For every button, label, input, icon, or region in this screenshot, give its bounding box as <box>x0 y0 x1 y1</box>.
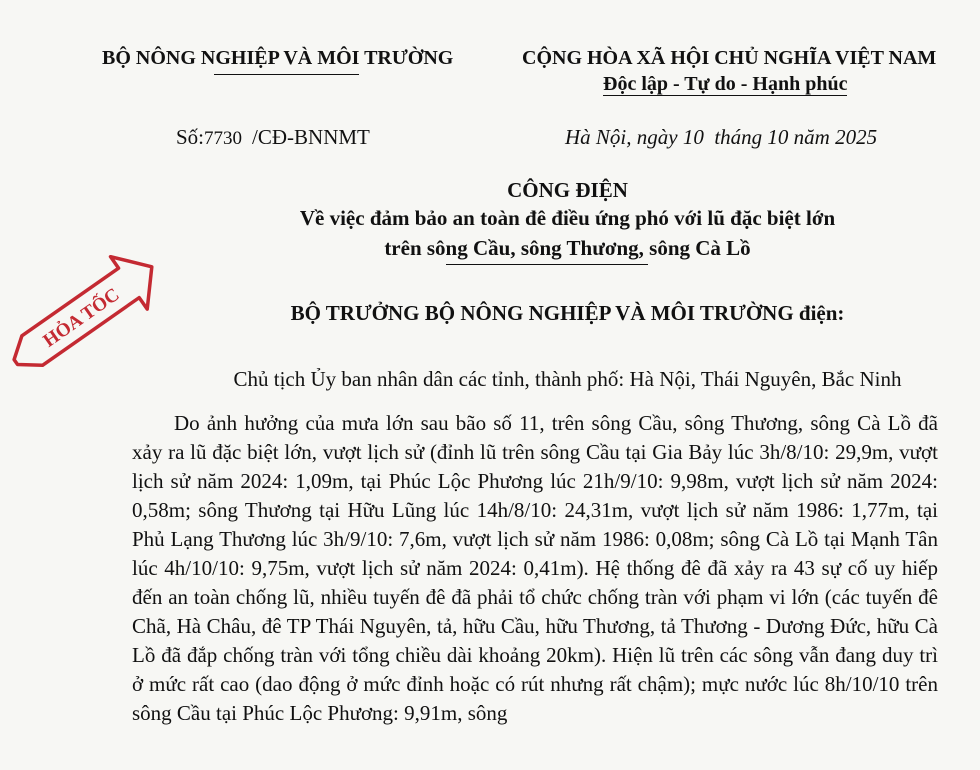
subject-line-1: Về việc đảm bảo an toàn đê điều ứng phó với lũ đặc biệt lớn <box>299 206 836 230</box>
document-date: Hà Nội, ngày 10 tháng 10 năm 2025 <box>565 125 878 149</box>
subject-underline <box>446 264 648 265</box>
motto-text: Độc lập - Tự do - Hạnh phúc <box>603 73 848 95</box>
country-name: CỘNG HÒA XÃ HỘI CHỦ NGHĨA VIỆT NAM <box>522 47 937 69</box>
number-value: 7730 <box>204 128 243 149</box>
stamp-text: HỎA TỐC <box>39 284 124 352</box>
ministry-underline <box>214 74 359 75</box>
motto <box>603 73 847 96</box>
ministry-name: BỘ NÔNG NGHIỆP VÀ MÔI TRƯỜNG <box>102 47 454 69</box>
body-paragraph: Do ảnh hưởng của mưa lớn sau bão số 11, trên sông Cầu, sông Thương, sông Cà Lồ đã xảy ra lũ đặc biệt lớn, vượt lịch sử (đỉnh lũ trên sông Cầu tại Gia Bảy lúc 3h/8/10: 29,9m, vượt lịch sử năm 2024: 1,09m, tại Phúc Lộc Phương lúc 21h/9/10: 9,98m, vượt lịch sử năm 2024: 0,58m; sông Thương tại Hữu Lũng lúc 14h/8/10: 24,31m, vượt lịch sử năm 1986: 1,77m, tại Phủ Lạng Thương lúc 3h/9/10: 7,6m, vượt lịch sử năm 1986: 0,08m; sông Cà Lồ tại Mạnh Tân lúc 4h/10/10: 9,75m, vượt lịch sử năm 2024: 0,41m). Hệ thống đê đã xảy ra 43 sự cố uy hiếp đến an toàn chống lũ, nhiều tuyến đê đã phải tổ chức chống tràn với phạm vi lớn (các tuyến đê Chã, Hà Châu, đê TP Thái Nguyên, tả, hữu Cầu, hữu Thương, tả Thương - Dương Đức, hữu Cà Lồ đã đắp chống tràn với tổng chiều dài khoảng 20km). Hiện lũ trên các sông vẫn đang duy trì ở mức rất cao (dao động ở mức đỉnh hoặc có rút nhưng rất chậm); mực nước lúc 8h/10/10 trên sông Cầu tại Phúc Lộc Phương: 9,91m, sông <box>132 411 938 725</box>
recipient-line: Chủ tịch Ủy ban nhân dân các tỉnh, thành phố: Hà Nội, Thái Nguyên, Bắc Ninh <box>233 367 902 391</box>
sender-line: BỘ TRƯỞNG BỘ NÔNG NGHIỆP VÀ MÔI TRƯỜNG điện: <box>290 301 845 325</box>
body-text <box>132 409 938 728</box>
document-number <box>176 125 370 150</box>
number-label: Số: <box>176 125 205 149</box>
document-type: CÔNG ĐIỆN <box>507 178 628 202</box>
subject-line-2: trên sông Cầu, sông Thương, sông Cà Lồ <box>384 236 751 260</box>
number-code: /CĐ-BNNMT <box>252 125 370 149</box>
